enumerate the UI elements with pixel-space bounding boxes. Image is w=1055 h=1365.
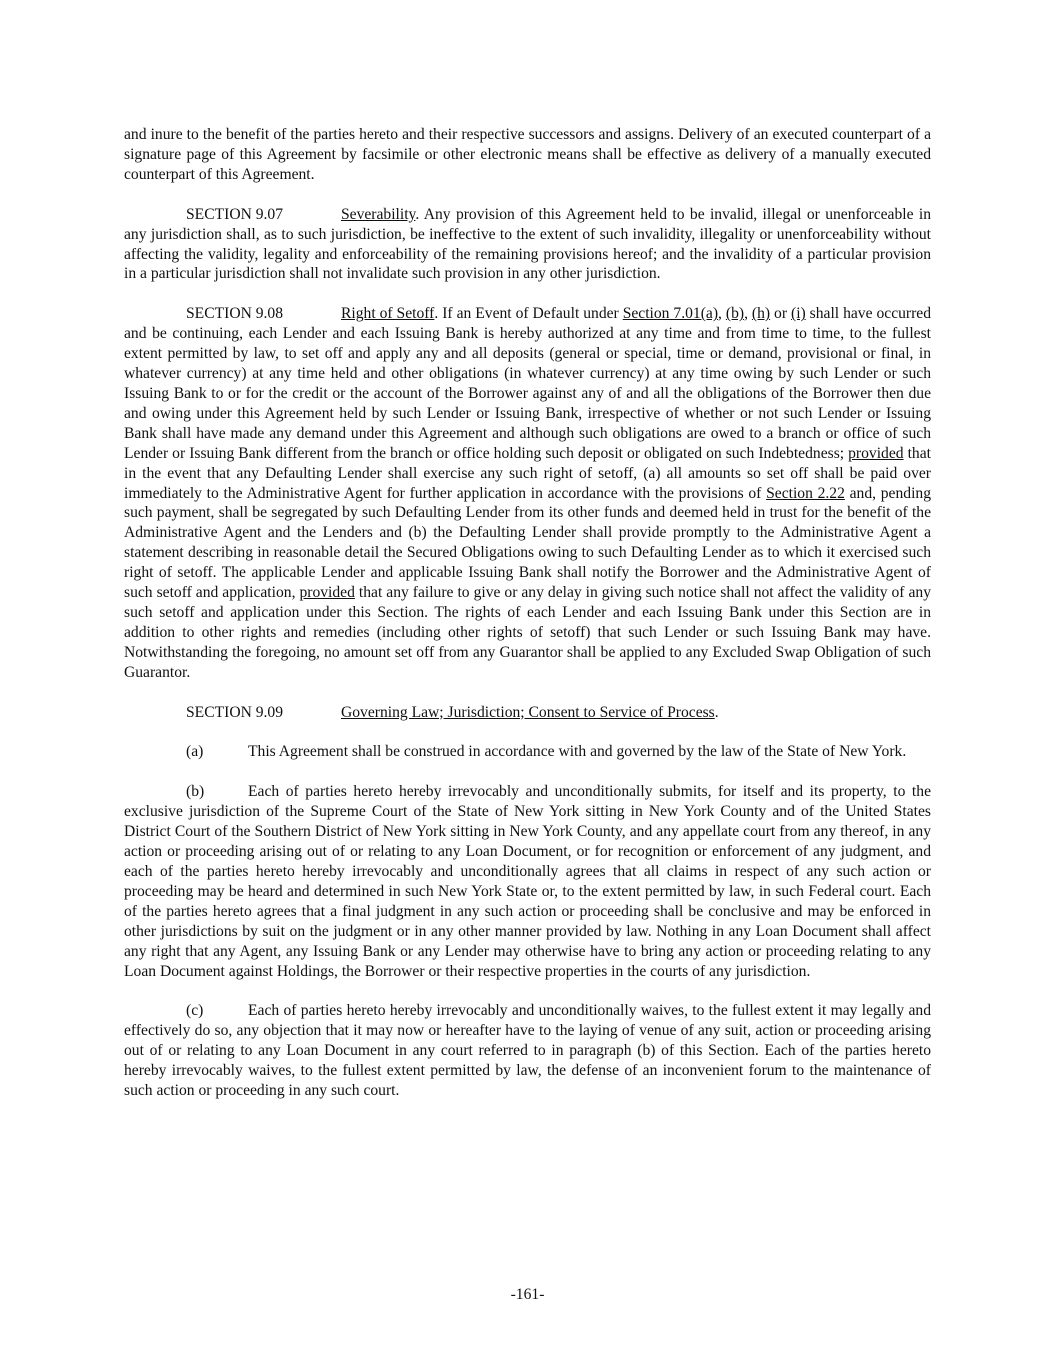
subsection-c [124,1001,931,1101]
subsection-label: (a) [186,743,204,761]
section-9-08 [124,304,931,682]
section-title: Severability [341,205,416,223]
document-body [124,125,931,1121]
intro-paragraph: and inure to the benefit of the parties hereto and their respective successors and assigns. Delivery of an executed counterpart of a signature page of this Agreement by facsimile or other electronic means shall be effective as delivery of a manually executed counterpart of this Agreement. [124,126,931,183]
section-9-09-heading [124,703,931,723]
subsection-label: (b) [186,783,205,801]
provided-term: provided [848,444,904,462]
subsection-text: Each of parties hereto hereby irrevocably and unconditionally submits, for itself and its property, to the exclusive jurisdiction of the Supreme Court of the State of New York sitting in New York County and of the United States District Court of the Southern District of New York sitting in New York County, and any appellate court from any thereof, in any action or proceeding arising out of or relating to any Loan Document, or for recognition or enforcement of any judgment, and each of the parties hereto hereby irrevocably and unconditionally agrees that all claims in respect of any such action or proceeding may be heard and determined in such New York State or, to the extent permitted by law, in such Federal court. Each of the parties hereto agrees that a final judgment in any such action or proceeding shall be conclusive and may be enforced in other jurisdictions by suit on the judgment or in any other manner provided by law. Nothing in any Loan Document shall affect any right that any Agent, any Issuing Bank or any Lender may otherwise have to bring any action or proceeding relating to any Loan Document against Holdings, the Borrower or their respective properties in the courts of any jurisdiction. [124,783,931,980]
section-number: SECTION 9.08 [186,305,284,323]
section-text: that in the event that any Defaulting Lender shall exercise any such right of setoff, (a) all amounts so set off shall be paid over immediately to the Administrative Agent for further application in accordance with the provisions of [124,444,931,502]
cross-reference: (b) [725,305,745,323]
section-text: and, pending such payment, shall be segregated by such Defaulting Lender from its other funds and deemed held in trust for the benefit of the Administrative Agent and the Lenders and (b) the Defaulting Lender shall provide promptly to the Administrative Agent a statement describing in reasonable detail the Secured Obligations owing to such Defaulting Lender as to which it exercised such right of setoff. The applicable Lender and applicable Issuing Bank shall notify the Borrower and the Administrative Agent of such setoff and application, [124,484,931,602]
section-text: that any failure to give or any delay in giving such notice shall not affect the validity of any such setoff and application under this Section. The rights of each Lender and each Issuing Bank under this Section are in addition to other rights and remedies (including other rights of setoff) that such Lender or such Issuing Bank may have. Notwithstanding the foregoing, no amount set off from any Guarantor shall be applied to any Excluded Swap Obligation of such Guarantor. [124,584,931,681]
section-title: Governing Law; Jurisdiction; Consent to Service of Process [341,703,715,721]
subsection-a [124,742,931,762]
cross-reference: (h) [751,305,771,323]
section-number: SECTION 9.07 [186,205,284,223]
section-text: . If an Event of Default under [434,305,623,323]
section-number: SECTION 9.09 [186,703,284,721]
provided-term: provided [299,584,355,602]
subsection-text: Each of parties hereto hereby irrevocably and unconditionally waives, to the fullest extent it may legally and effectively do so, any objection that it may now or hereafter have to the laying of venue of any suit, action or proceeding arising out of or relating to any Loan Document in any court referred to in paragraph (b) of this Section. Each of the parties hereto hereby irrevocably waives, to the fullest extent permitted by law, the defense of an inconvenient forum to the maintenance of such action or proceeding in any such court. [124,1002,931,1100]
section-title: Right of Setoff [341,305,435,323]
subsection-label: (c) [186,1002,204,1020]
cross-reference: Section 2.22 [766,484,845,502]
cross-reference: Section 7.01(a) [622,305,719,323]
cross-reference: (i) [791,305,806,323]
subsection-b [124,782,931,981]
section-text: . Any provision of this Agreement held to be invalid, illegal or unenforceable in any jurisdiction shall, as to such jurisdiction, be ineffective to the extent of such invalidity, illegality or unenforceability without affecting the validity, legality and enforceability of the remaining provisions hereof; and the invalidity of a particular provision in a particular jurisdiction shall not invalidate such provision in any other jurisdiction. [124,205,931,283]
subsection-text: This Agreement shall be construed in accordance with and governed by the law of the State of New York. [248,743,907,761]
section-9-07 [124,205,931,285]
section-text: or [770,305,792,323]
section-title-end: . [714,703,719,721]
section-text: shall have occurred and be continuing, each Lender and each Issuing Bank is hereby authorized at any time and from time to time, to the fullest extent permitted by law, to set off and apply any and all deposits (general or special, time or demand, provisional or final, in whatever currency) at any time held and other obligations (in whatever currency) at any time owing by such Lender or such Issuing Bank to or for the credit or the account of the Borrower against any of and all the obligations of the Borrower then due and owing under this Agreement held by such Lender or Issuing Bank, irrespective of whether or not such Lender or Issuing Bank shall have made any demand under this Agreement and although such obligations are owed to a branch or office of such Lender or Issuing Bank different from the branch or office holding such deposit or obligated on such Indebtedness; [124,305,932,462]
page-number: -161- [510,1286,545,1303]
section-text: , [744,305,752,323]
section-text: , [718,305,726,323]
